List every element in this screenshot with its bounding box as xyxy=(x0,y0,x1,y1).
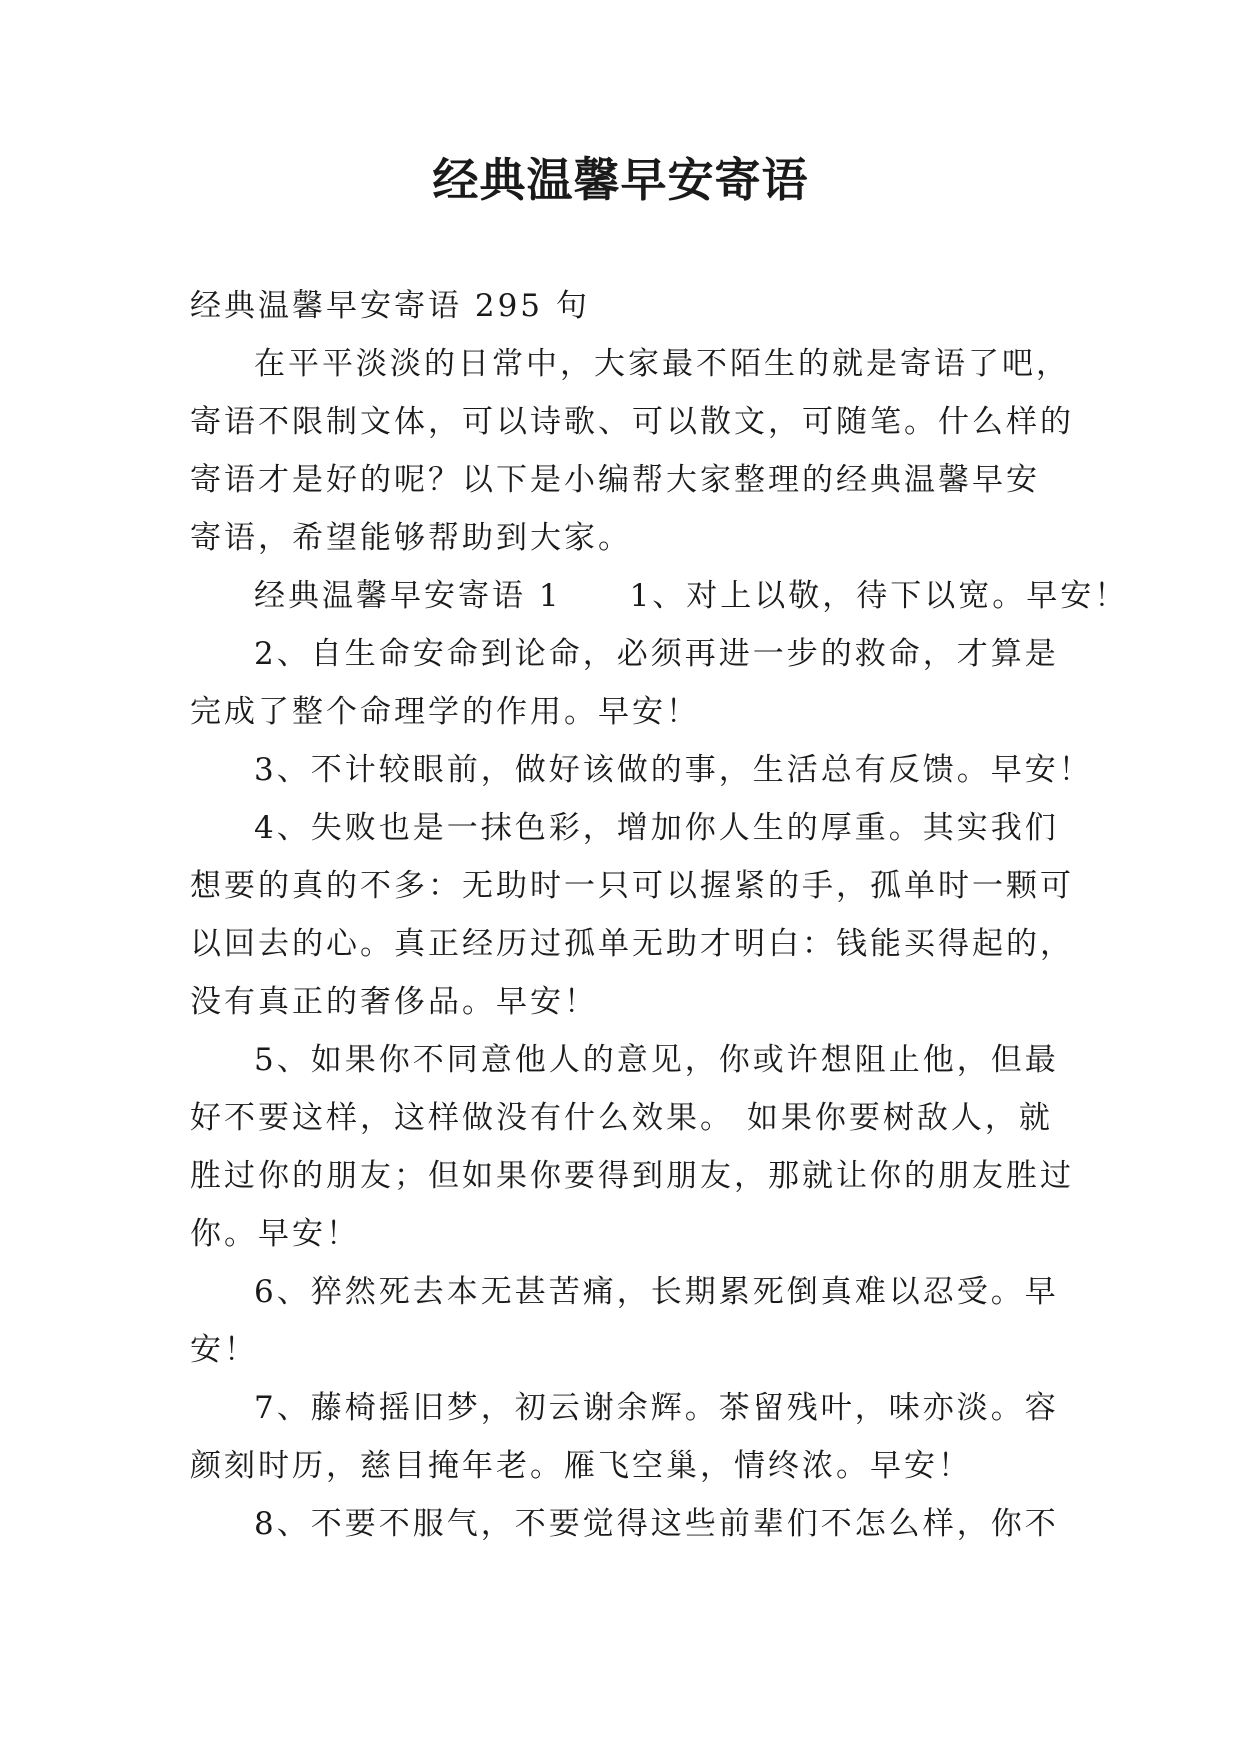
body-line: 寄语才是好的呢？以下是小编帮大家整理的经典温馨早安 xyxy=(190,462,1040,498)
body-line: 好不要这样，这样做没有什么效果。 如果你要树敌人，就 xyxy=(190,1100,1053,1136)
body-line: 8、不要不服气，不要觉得这些前辈们不怎么样，你不 xyxy=(254,1506,1059,1542)
body-line: 寄语不限制文体，可以诗歌、可以散文，可随笔。什么样的 xyxy=(190,404,1074,440)
body-line: 完成了整个命理学的作用。早安！ xyxy=(190,694,700,730)
body-line: 6、猝然死去本无甚苦痛，长期累死倒真难以忍受。早 xyxy=(254,1274,1059,1310)
body-line: 颜刻时历，慈目掩年老。雁飞空巢，情终浓。早安！ xyxy=(190,1448,972,1484)
body-line: 7、藤椅摇旧梦，初云谢余辉。茶留残叶，味亦淡。容 xyxy=(254,1390,1059,1426)
body-line: 4、失败也是一抹色彩，增加你人生的厚重。其实我们 xyxy=(254,810,1059,846)
document-subtitle: 经典温馨早安寄语 295 句 xyxy=(190,288,590,324)
section-heading-line: 经典温馨早安寄语 1 1、对上以敬，待下以宽。早安！ xyxy=(254,578,1129,614)
document-title: 经典温馨早安寄语 xyxy=(432,153,809,207)
body-line: 想要的真的不多：无助时一只可以握紧的手，孤单时一颗可 xyxy=(190,868,1074,904)
body-line: 3、不计较眼前，做好该做的事，生活总有反馈。早安！ xyxy=(254,752,1093,788)
body-line: 2、自生命安命到论命，必须再进一步的救命，才算是 xyxy=(254,636,1059,672)
body-line: 胜过你的朋友；但如果你要得到朋友，那就让你的朋友胜过 xyxy=(190,1158,1074,1194)
body-line: 以回去的心。真正经历过孤单无助才明白：钱能买得起的， xyxy=(190,926,1074,962)
body-line: 在平平淡淡的日常中，大家最不陌生的就是寄语了吧， xyxy=(254,346,1070,382)
body-line: 安！ xyxy=(190,1332,258,1368)
body-line: 寄语，希望能够帮助到大家。 xyxy=(190,520,632,556)
body-line: 没有真正的奢侈品。早安！ xyxy=(190,984,598,1020)
body-line: 5、如果你不同意他人的意见，你或许想阻止他，但最 xyxy=(254,1042,1059,1078)
body-line: 你。早安！ xyxy=(190,1216,360,1252)
